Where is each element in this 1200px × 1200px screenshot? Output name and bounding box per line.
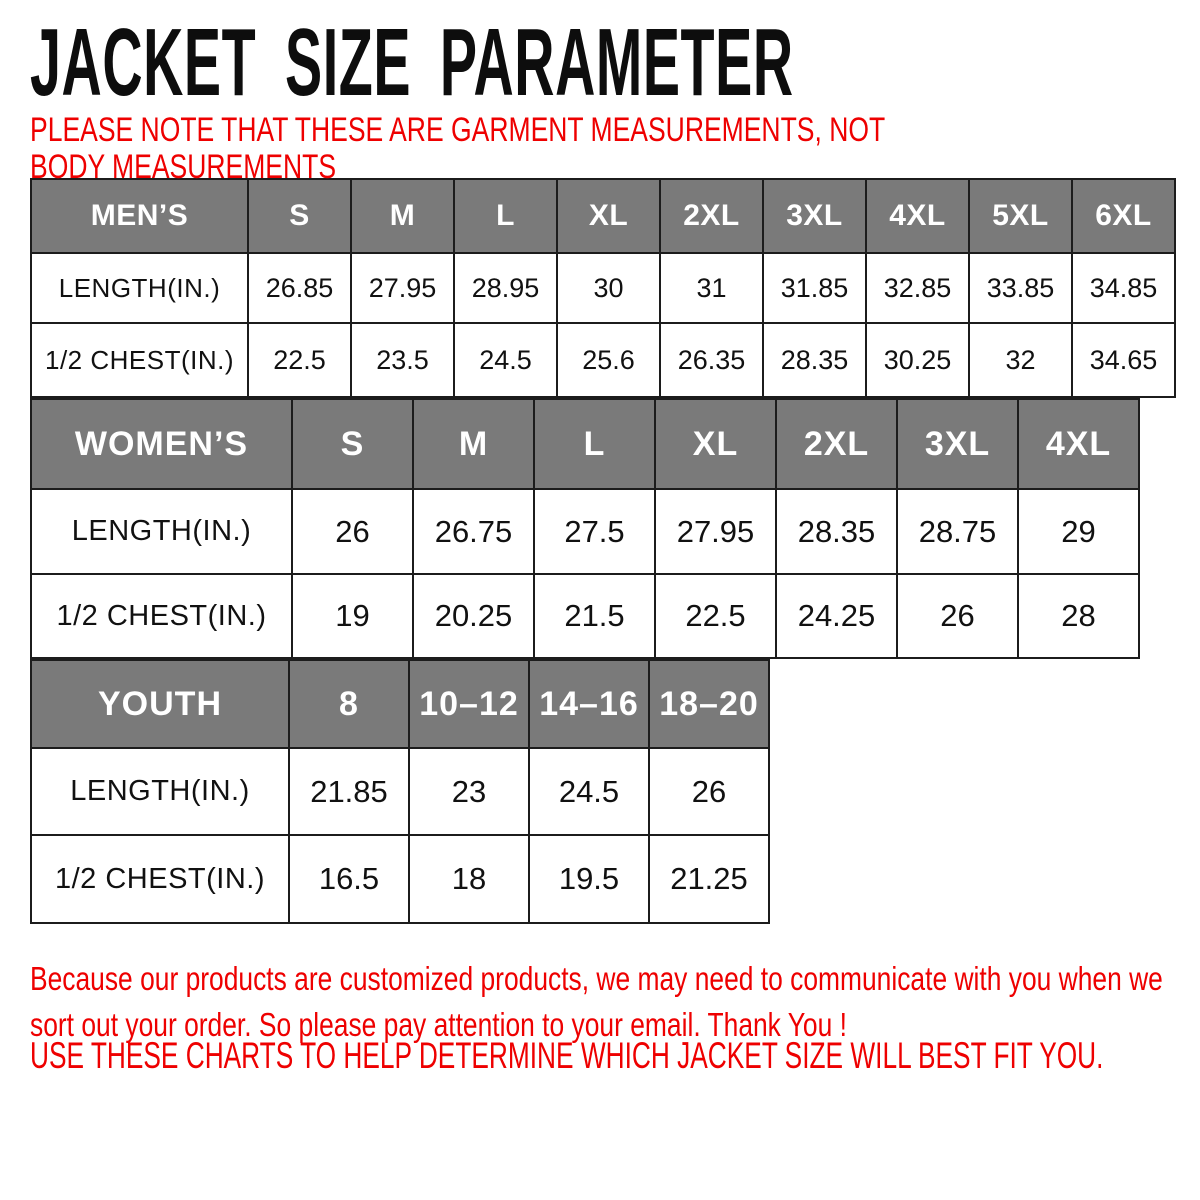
size-value-cell: 29 <box>1018 489 1139 574</box>
size-value-cell: 26.85 <box>248 253 351 323</box>
size-value-cell: 32.85 <box>866 253 969 323</box>
womens-size-table <box>30 398 1140 659</box>
size-value-cell: 26.75 <box>413 489 534 574</box>
size-header-cell: 3XL <box>897 399 1018 489</box>
size-value-cell: 30.25 <box>866 323 969 397</box>
size-value-cell: 23 <box>409 748 529 835</box>
page-title <box>30 9 1200 116</box>
size-header-cell: L <box>534 399 655 489</box>
size-value-cell: 26 <box>649 748 769 835</box>
size-value-cell: 21.5 <box>534 574 655 658</box>
size-value-cell: 26 <box>292 489 413 574</box>
size-value-cell: 25.6 <box>557 323 660 397</box>
customization-notice: Because our products are customized products, we may need to communicate with you when we sort out your order. So please pay attention to your email. Thank You ! <box>30 960 1163 1043</box>
womens-table-title: WOMEN’S <box>31 399 292 489</box>
measurement-label: LENGTH(IN.) <box>31 489 292 574</box>
size-value-cell: 19.5 <box>529 835 649 923</box>
size-header-cell: M <box>351 179 454 253</box>
size-value-cell: 27.95 <box>655 489 776 574</box>
womens-length-row <box>31 489 1139 574</box>
size-value-cell: 34.65 <box>1072 323 1175 397</box>
measurement-label: 1/2 CHEST(IN.) <box>31 323 248 397</box>
size-header-cell: 10–12 <box>409 660 529 748</box>
page-title-text: JACKET SIZE PARAMETER <box>30 9 794 116</box>
size-header-cell: 5XL <box>969 179 1072 253</box>
size-value-cell: 31 <box>660 253 763 323</box>
mens-header-row <box>31 179 1175 253</box>
size-value-cell: 33.85 <box>969 253 1072 323</box>
size-header-cell: 8 <box>289 660 409 748</box>
size-header-cell: 2XL <box>660 179 763 253</box>
mens-length-row <box>31 253 1175 323</box>
size-header-cell: L <box>454 179 557 253</box>
size-value-cell: 18 <box>409 835 529 923</box>
size-header-cell: XL <box>557 179 660 253</box>
size-value-cell: 28 <box>1018 574 1139 658</box>
size-value-cell: 27.5 <box>534 489 655 574</box>
youth-table-title: YOUTH <box>31 660 289 748</box>
size-value-cell: 23.5 <box>351 323 454 397</box>
mens-table-title: MEN’S <box>31 179 248 253</box>
size-value-cell: 28.95 <box>454 253 557 323</box>
size-value-cell: 24.5 <box>529 748 649 835</box>
size-value-cell: 34.85 <box>1072 253 1175 323</box>
size-value-cell: 19 <box>292 574 413 658</box>
measurement-label: 1/2 CHEST(IN.) <box>31 574 292 658</box>
mens-chest-row <box>31 323 1175 397</box>
size-header-cell: S <box>292 399 413 489</box>
size-value-cell: 28.75 <box>897 489 1018 574</box>
youth-chest-row <box>31 835 769 923</box>
size-value-cell: 28.35 <box>776 489 897 574</box>
measurement-label: 1/2 CHEST(IN.) <box>31 835 289 923</box>
womens-header-row <box>31 399 1139 489</box>
mens-size-table <box>30 178 1176 398</box>
size-value-cell: 21.85 <box>289 748 409 835</box>
size-value-cell: 27.95 <box>351 253 454 323</box>
size-header-cell: S <box>248 179 351 253</box>
youth-header-row <box>31 660 769 748</box>
youth-length-row <box>31 748 769 835</box>
womens-chest-row <box>31 574 1139 658</box>
size-value-cell: 31.85 <box>763 253 866 323</box>
size-value-cell: 32 <box>969 323 1072 397</box>
size-value-cell: 16.5 <box>289 835 409 923</box>
size-value-cell: 24.25 <box>776 574 897 658</box>
size-value-cell: 30 <box>557 253 660 323</box>
size-value-cell: 21.25 <box>649 835 769 923</box>
size-header-cell: 4XL <box>1018 399 1139 489</box>
size-header-cell: M <box>413 399 534 489</box>
garment-measurement-note: PLEASE NOTE THAT THESE ARE GARMENT MEASUREMENTS, NOT BODY MEASUREMENTS <box>30 111 885 186</box>
size-header-cell: 2XL <box>776 399 897 489</box>
size-value-cell: 22.5 <box>248 323 351 397</box>
size-header-cell: 14–16 <box>529 660 649 748</box>
size-value-cell: 28.35 <box>763 323 866 397</box>
size-header-cell: 3XL <box>763 179 866 253</box>
size-header-cell: 18–20 <box>649 660 769 748</box>
chart-usage-tagline: USE THESE CHARTS TO HELP DETERMINE WHICH JACKET SIZE WILL BEST FIT YOU. <box>30 1035 1104 1076</box>
size-value-cell: 20.25 <box>413 574 534 658</box>
size-value-cell: 26 <box>897 574 1018 658</box>
size-value-cell: 26.35 <box>660 323 763 397</box>
size-value-cell: 24.5 <box>454 323 557 397</box>
size-value-cell: 22.5 <box>655 574 776 658</box>
measurement-label: LENGTH(IN.) <box>31 748 289 835</box>
size-header-cell: XL <box>655 399 776 489</box>
size-header-cell: 4XL <box>866 179 969 253</box>
measurement-label: LENGTH(IN.) <box>31 253 248 323</box>
size-header-cell: 6XL <box>1072 179 1175 253</box>
youth-size-table <box>30 659 770 924</box>
